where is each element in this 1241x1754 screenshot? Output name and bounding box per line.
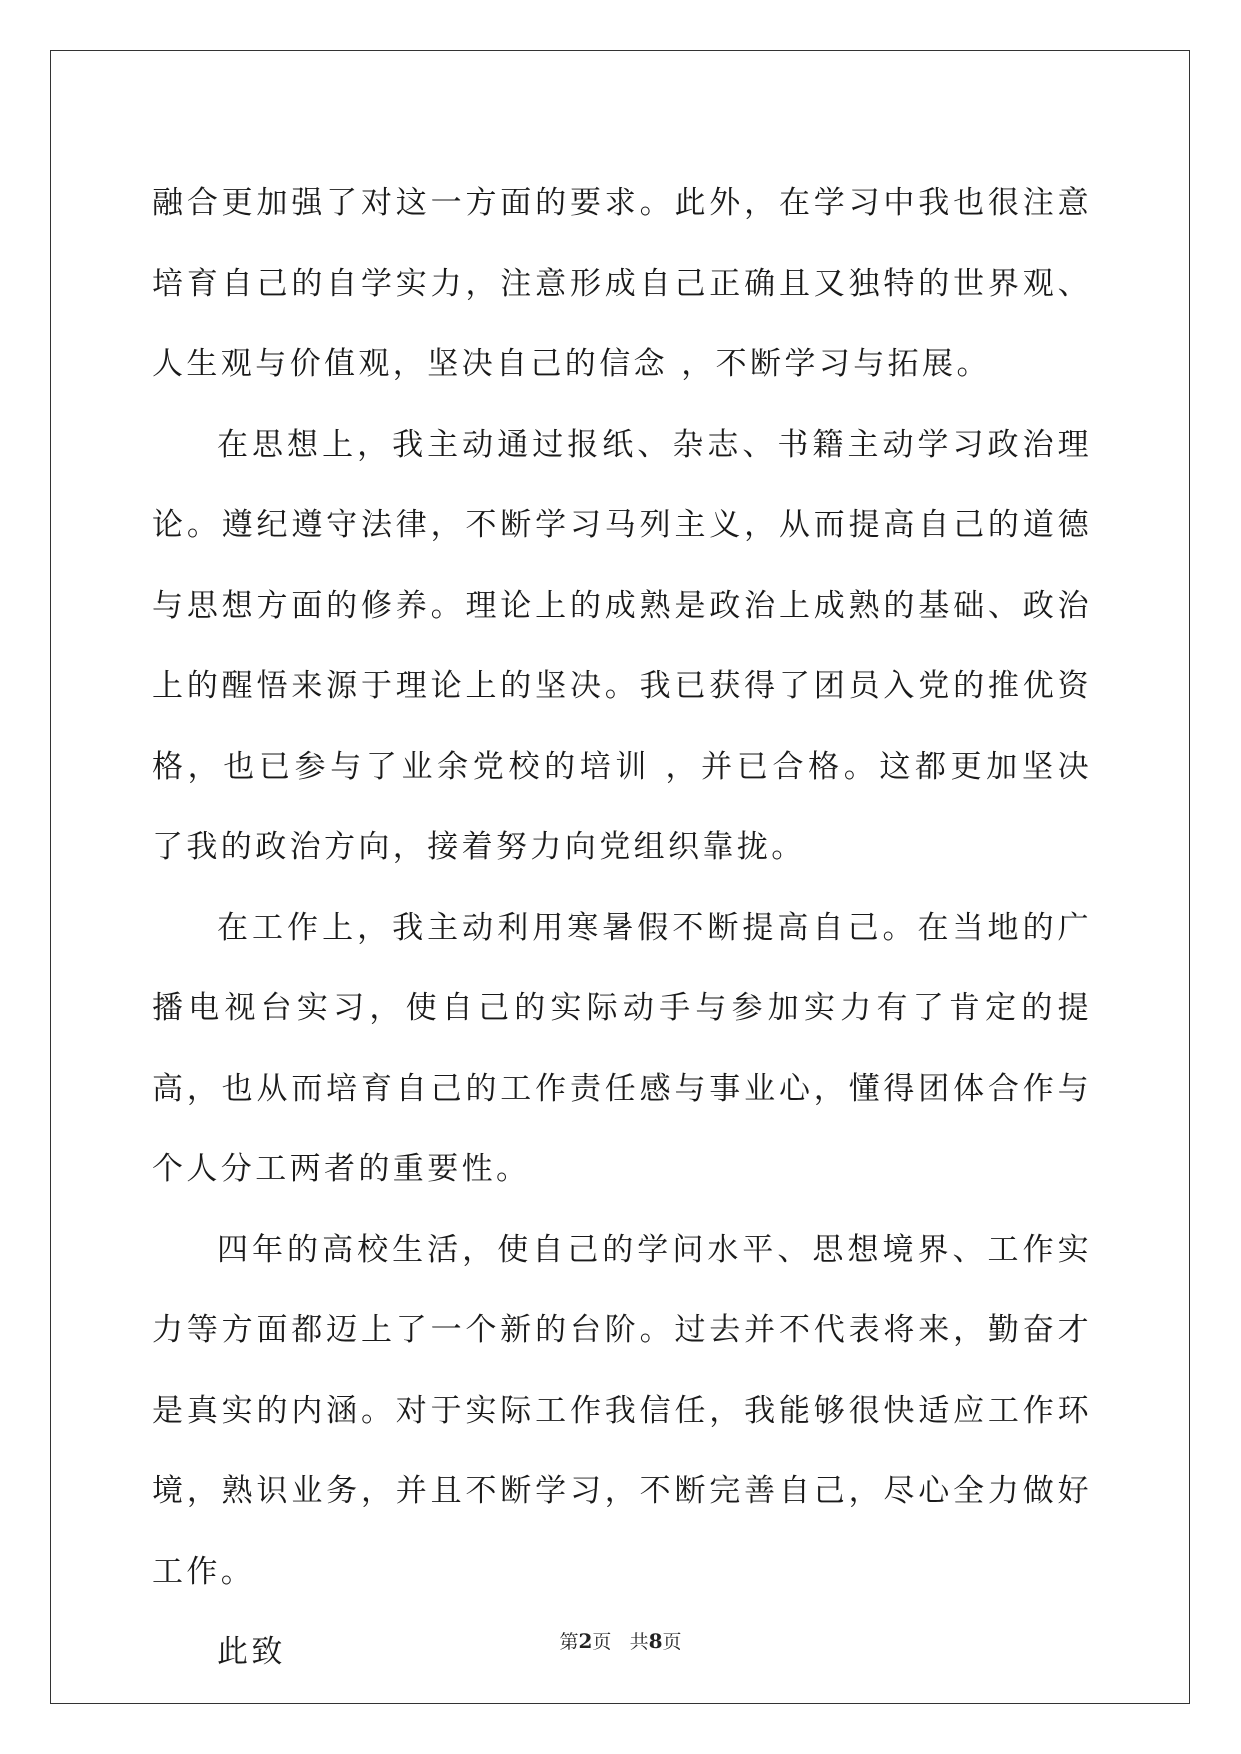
document-body [152,163,1092,1693]
page-suffix: 页 [592,1631,612,1653]
total-suffix: 页 [662,1631,682,1653]
page-number-footer [0,1627,1241,1654]
total-prefix: 共 [629,1631,649,1653]
paragraph-3: 在工作上，我主动利用寒暑假不断提高自己。在当地的广播电视台实习，使自己的实际动手与参加实力有了肯定的提高，也从而培育自己的工作责任感与事业心，懂得团体合作与个人分工两者的重要性。 [152,909,1092,1187]
closing-salutation: 此致 [217,1634,286,1670]
current-page-number: 2 [578,1629,593,1653]
total-page-count: 8 [648,1629,663,1653]
paragraph-2: 在思想上，我主动通过报纸、杂志、书籍主动学习政治理论。遵纪遵守法律，不断学习马列主义，从而提高自己的道德与思想方面的修养。理论上的成熟是政治上成熟的基础、政治上的醒悟来源于理论上的坚决。我已获得了团员入党的推优资格，也已参与了业余党校的培训 ，并已合格。这都更加坚决了我的政治方向，接着努力向党组织靠拢。 [152,426,1092,865]
paragraph-4: 四年的高校生活，使自己的学问水平、思想境界、工作实力等方面都迈上了一个新的台阶。过去并不代表将来，勤奋才是真实的内涵。对于实际工作我信任，我能够很快适应工作环境，熟识业务，并且不断学习，不断完善自己，尽心全力做好工作。 [152,1231,1092,1590]
paragraph-1: 融合更加强了对这一方面的要求。此外，在学习中我也很注意培育自己的自学实力，注意形成自己正确且又独特的世界观、人生观与价值观，坚决自己的信念 ，不断学习与拓展。 [152,185,1092,382]
page-prefix: 第 [559,1631,579,1653]
